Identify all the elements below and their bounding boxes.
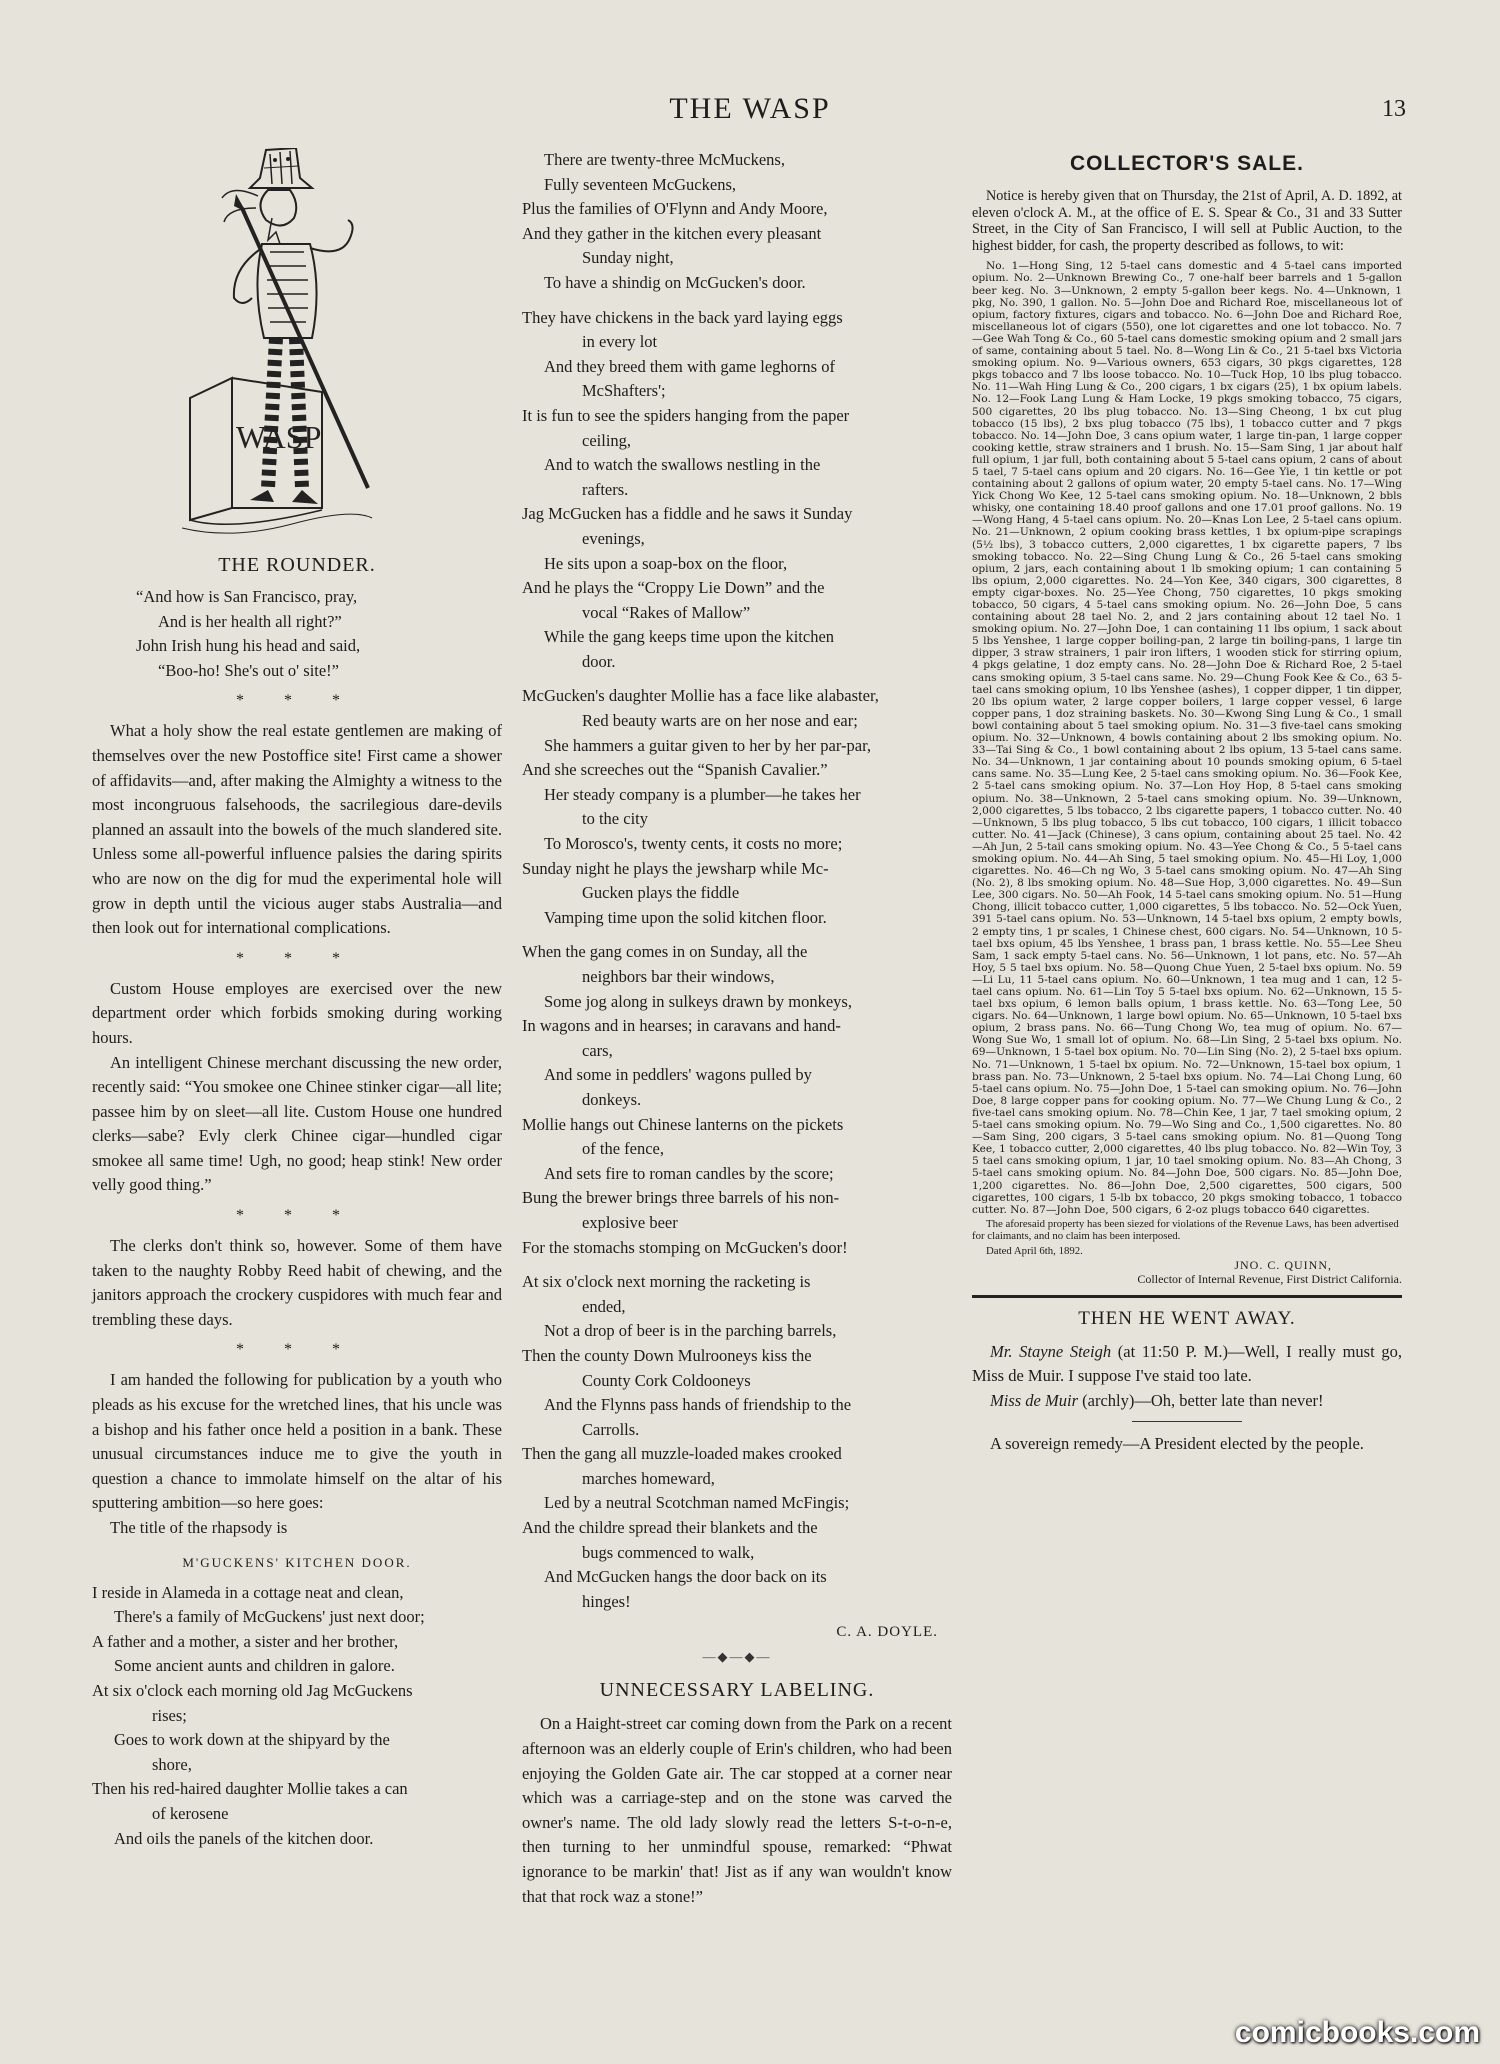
- verse-line: McShafters';: [582, 381, 666, 401]
- column-right: [972, 148, 1402, 1457]
- poem-title: M'GUCKENS' KITCHEN DOOR.: [182, 1554, 412, 1570]
- uncle-sam-wasp-illustration: [172, 148, 412, 548]
- verse-line: Sunday night,: [582, 248, 674, 268]
- poem-stanza: [522, 306, 952, 675]
- verse-line: In wagons and in hearses; in caravans and hand-: [522, 1016, 841, 1036]
- verse-line: And they gather in the kitchen every pleasant: [522, 223, 822, 243]
- verse-line: Then the gang all muzzle-loaded makes crooked: [522, 1444, 842, 1464]
- verse-line: marches homeward,: [582, 1468, 715, 1488]
- verse-line: And to watch the swallows nestling in the: [544, 455, 821, 475]
- verse-line: shore,: [152, 1754, 192, 1774]
- signer-name: JNO. C. QUINN,: [1234, 1257, 1332, 1272]
- watermark-logo: comicbooks.com: [1234, 2016, 1480, 2049]
- verse-line: ceiling,: [582, 430, 632, 450]
- verse-line: A father and a mother, a sister and her brother,: [92, 1631, 399, 1651]
- verse-line: rafters.: [582, 479, 629, 499]
- verse-line: To have a shindig on McGucken's door.: [544, 272, 806, 292]
- poem-signature: C. A. DOYLE.: [836, 1624, 938, 1641]
- labeling-body: [522, 1712, 952, 1909]
- dated-line: Dated April 6th, 1892.: [986, 1244, 1083, 1257]
- verse-line: Her steady company is a plumber—he takes her: [544, 784, 861, 804]
- verse-line: Bung the brewer brings three barrels of his non-: [522, 1188, 840, 1208]
- paragraph: [972, 1389, 1402, 1414]
- sign-text: WASP: [236, 419, 322, 455]
- verse-line: Gucken plays the fiddle: [582, 883, 740, 903]
- verse-line: Jag McGucken has a fiddle and he saws it Sunday: [522, 504, 853, 524]
- masthead-title: THE WASP: [669, 92, 831, 125]
- verse-line: explosive beer: [582, 1212, 678, 1232]
- verse-line: donkeys.: [582, 1089, 642, 1109]
- verse-line: They have chickens in the back yard laying eggs: [522, 307, 843, 327]
- verse-line: “Boo-ho! She's out o' site!”: [158, 660, 340, 680]
- verse-line: And sets fire to roman candles by the score;: [544, 1163, 834, 1183]
- verse-line: And she screeches out the “Spanish Cavalier.”: [522, 760, 828, 780]
- collector-heading: COLLECTOR'S SALE.: [1070, 152, 1304, 175]
- verse-line: Fully seventeen McGuckens,: [544, 174, 736, 194]
- verse-line: “And how is San Francisco, pray,: [136, 587, 358, 606]
- verse-line: Red beauty warts are on her nose and ear;: [582, 711, 858, 731]
- verse-line: And he plays the “Croppy Lie Down” and the: [522, 578, 825, 598]
- paragraph: On a Haight-street car coming down from the Park on a recent afternoon was an elderly couple of Erin's children, who had been enjoying the Golden Gate air. The car stopped at a corner near which was a carriage-step and on the stone was carved the owner's name. The old lady slowly read the letters S-t-o-n-e, then turning to her unmindful spouse, remarked: “Phwat ignorance to be markin' that! Jist as if any wan wouldn't know that that rock waz a stone!”: [522, 1714, 952, 1906]
- closing-statement: The aforesaid property has been siezed for violations of the Revenue Laws, has been advertised for claimants, and no claim has been interposed.: [972, 1217, 1399, 1243]
- section-stars: * * *: [236, 949, 358, 967]
- verse-line: And McGucken hangs the door back on its: [544, 1567, 827, 1587]
- verse-line: For the stomachs stomping on McGucken's door!: [522, 1237, 848, 1257]
- column-middle: [522, 148, 952, 1909]
- verse-line: And some in peddlers' wagons pulled by: [544, 1065, 812, 1085]
- verse-line: Then his red-haired daughter Mollie takes a can: [92, 1779, 408, 1799]
- verse-line: to the city: [582, 809, 648, 829]
- verse-line: It is fun to see the spiders hanging from the paper: [522, 405, 850, 425]
- section-stars: * * *: [236, 1207, 358, 1225]
- verse-line: County Cork Coldooneys: [582, 1370, 751, 1390]
- poem-continued: [522, 148, 952, 1614]
- collector-notice: [972, 188, 1402, 254]
- verse-line: Led by a neutral Scotchman named McFingis;: [544, 1493, 850, 1513]
- masthead: [0, 92, 1500, 132]
- verse-line: At six o'clock each morning old Jag McGuckens: [92, 1680, 413, 1700]
- verse-line: And oils the panels of the kitchen door.: [114, 1828, 374, 1848]
- verse-line: John Irish hung his head and said,: [136, 636, 361, 656]
- verse-line: McGucken's daughter Mollie has a face like alabaster,: [522, 686, 879, 706]
- speaker: Miss de Muir: [990, 1390, 1078, 1410]
- column-left: [92, 148, 502, 1851]
- verse-line: And is her health all right?”: [158, 611, 342, 631]
- poem-stanza: [522, 148, 952, 296]
- section-rule: [972, 1295, 1402, 1298]
- paragraph: The title of the rhapsody is: [110, 1518, 288, 1537]
- verse-line: Some jog along in sulkeys drawn by monkeys,: [544, 991, 852, 1011]
- signer-title: Collector of Internal Revenue, First District California.: [1137, 1271, 1402, 1286]
- verse-line: To Morosco's, twenty cents, it costs no more;: [544, 834, 843, 854]
- paragraph: A sovereign remedy—A President elected by the people.: [990, 1434, 1364, 1454]
- verse-line: rises;: [152, 1705, 187, 1725]
- speaker: Mr. Stayne Steigh: [990, 1341, 1112, 1361]
- verse-line: And the childre spread their blankets and the: [522, 1518, 818, 1538]
- section-stars: * * *: [236, 1341, 358, 1359]
- short-rule: [1132, 1421, 1242, 1422]
- verse-line: door.: [582, 651, 616, 671]
- paragraph: An intelligent Chinese merchant discussing the new order, recently said: “You smokee one Chinee stinker cigar—all lite; passee him by on sleet—all lite. Custom House one hundred clerks—sabe? Evly clerk Chinee cigar—hundled cigar smokee all same time! Ugh, no good; heap stink! New order velly good thing.”: [92, 1052, 502, 1195]
- verse-line: Vamping time upon the solid kitchen floor.: [544, 907, 827, 927]
- ornament-divider: —◆—◆—: [702, 1649, 772, 1665]
- verse-line: There's a family of McGuckens' just next door;: [114, 1607, 425, 1627]
- verse-line: vocal “Rakes of Mallow”: [582, 602, 751, 622]
- rounder-body: [92, 719, 502, 1540]
- verse-line: And they breed them with game leghorns of: [544, 356, 835, 376]
- verse-line: He sits upon a soap-box on the floor,: [544, 553, 788, 573]
- verse-line: She hammers a guitar given to her by her par-par,: [544, 735, 872, 755]
- poem-stanza: [522, 1270, 952, 1614]
- verse-line: I reside in Alameda in a cottage neat and clean,: [92, 1582, 404, 1602]
- labeling-heading: UNNECESSARY LABELING.: [599, 1679, 875, 1702]
- went-away-heading: THEN HE WENT AWAY.: [1078, 1307, 1296, 1329]
- verse-line: Mollie hangs out Chinese lanterns on the pickets: [522, 1114, 844, 1134]
- verse-line: bugs commenced to walk,: [582, 1542, 755, 1562]
- verse-line: Plus the families of O'Flynn and Andy Moore,: [522, 199, 828, 219]
- rounder-intro-verse: [92, 585, 502, 683]
- lot-list: No. 1—Hong Sing, 12 5-tael cans domestic and 4 5-tael cans imported opium. No. 2—Unknown Brewing Co., 7 one-half beer barrels and 1 5-gallon beer keg. No. 3—Unknown, 2 empty 5-gallon beer kegs. No. 4—Unknown, 1 pkg, No. 390, 1 gallon. No. 5—John Doe and Richard Roe, miscellaneous lot of opium, factory fixtures, cigars and tobacco. No. 6—John Doe and Richard Roe, miscellaneous lot of cigars (550), one lot cigarettes and one lot tobacco. No. 7—Gee Wah Tong & Co., 60 5-tael cans domestic smoking opium and 2 small jars of same, containing about 5 tael. No. 8—Wong Lin & Co., 21 5-tael bxs Victoria smoking opium. No. 9—Various owners, 653 cigars, 30 pkgs cigarettes, 128 pkgs tobacco and 7 lbs loose tobacco. No. 10—Tuck Hop, 10 lbs plug tobacco. No. 11—Wah Hing Lung & Co., 200 cigars, 1 bx cigars (25), 1 bx opium labels. No. 12—Fook Lang Lung & Ham Locke, 19 pkgs smoking tobacco, 75 cigars, 500 cigarettes, 20 lbs plug tobacco. No. 13—Sing Cheong, 1 bx cut plug tobacco (15 lbs), 2 bxs plug tobacco (75 lbs), 1 tobacco cutter and 7 pkgs tobacco. No. 14—John Doe, 3 cans opium water, 1 large tin-pan, 1 large copper cooking kettle, straw strainers and 1 brush. No. 15—Sam Sing, 1 jar about half full opium, 1 jar full, both containing about 5 5-tael cans opium, 2 cans of about 5 tael, 7 5-tael cans opium and 20 cigars. No. 16—Gee Yie, 1 tin kettle or pot containing about 2 gallons of opium water, 20 empty 5-tael cans. No. 17—Wing Yick Chong Wo Kee, 12 5-tael cans smoking opium. No. 18—Unknown, 2 bbls whisky, one containing 18.40 proof gallons and one 17.01 proof gallons. No. 19—Wong Hang, 4 5-tael cans opium. No. 20—Knas Lon Lee, 2 5-tael cans opium. No. 21—Unknown, 2 opium cooking brass kettles, 1 bx opium-pipe scrapings (5½ lbs), 3 tobacco cutters, 2,000 cigarettes, 1 bx cigarette papers, 7 lbs smoking tobacco. No. 22—Sing Chung Lung & Co., 26 5-tael cans smoking opium, 2 jars, each containing about 1 lb smoking opium; 1 can containing 5 lbs opium, 2,000 cigarettes. No. 24—Yon Kee, 340 cigars, 300 cigarettes, 8 empty cigar-boxes. No. 25—Yee Chong, 750 cigarettes, 10 pkgs smoking tobacco, 50 cigars, 4 5-tael cans smoking opium. No. 26—John Doe, 5 cans containing about 28 tael No. 2, and 2 jars containing about 12 tael No. 1 smoking opium. No. 27—John Doe, 1 can containing 11 lbs opium, 1 sack about 5 lbs Yenshee, 1 large copper boiling-pan, 2 large tin boiling-pans, 1 large tin dipper, 3 straw strainers, 1 pair iron lifters, 1 wooden stick for stirring opium, 4 pkgs gelatine, 1 doz empty cans. No. 28—John Doe & Richard Roe, 2 5-tael cans smoking opium, 3 5-tael cans same. No. 29—Chung Fook Kee & Co., 63 5-tael cans smoking opium, 10 lbs Yenshee (ashes), 1 copper dipper, 1 tin dipper, 20 lbs opium water, 2 large copper boilers, 1 large copper vessel, 6 large copper pans, 1 doz straining baskets. No. 30—Kwong Sing Lung & Co., 1 small bowl containing about 5 tael smoking opium. No. 31—3 five-tael cans smoking opium. No. 32—Unknown, 4 bowls containing about 2 lbs smoking opium. No. 33—Tai Sing & Co., 1 bowl containing about 2 lbs opium, 13 5-tael cans same. No. 34—Unknown, 1 jar containing about 10 pounds smoking opium, 6 5-tael cans same. No. 35—Lung Kee, 2 5-tael cans smoking opium. No. 36—Fook Kee, 2 5-tael cans smoking opium. No. 37—Lon Hoy Hop, 8 5-tael cans smoking opium. No. 38—Unknown, 2 5-tael cans smoking opium. No. 39—Unknown, 2,000 cigarettes, 5 lbs tobacco, 2 lbs cigarette papers, 1 tobacco cutter. No. 40—Unknown, 5 lbs plug tobacco, 5 lbs cut tobacco, 100 cigars, 1 illicit tobacco cutter. No. 41—Jack (Chinese), 3 cans opium, containing about 25 tael. No. 42—Ah Jun, 2 5-tail cans smoking opium. No. 43—Yee Chong & Co., 5 5-tael cans smoking opium. No. 44—Ah Sing, 5 tael smoking opium. No. 45—Hi Loy, 1,000 cigarettes. No. 46—Ch ng Wo, 3 5-tael cans smoking opium. No. 47—Ah Sing (No. 2), 8 lbs smoking opium. No. 48—Sue Hop, 3,000 cigarettes. No. 49—Sun Lee, 300 cigars. No. 50—Ah Fook, 14 5-tael cans smoking opium. No. 51—Hung Chong, illicit tobacco cutter, 1,000 cigarettes, 5 lbs tobacco. No. 52—Ock Yuen, 391 5-tael cans opium. No. 53—Unknown, 14 5-tael bxs opium, 2 empty bowls, 2 empty tins, 1 pr scales, 1 Chinese chest, 600 cigars. No. 54—Unknown, 10 5-tael bxs opium, 45 lbs Yenshee, 1 brass pan, 1 brass kettle. No. 55—Lee Sheu Sam, 1 sack empty 5-tael cans. No. 56—Unknown, 1 lot pans, etc. No. 57—Ah Hoy, 5 5 tael bxs opium. No. 58—Quong Chue Yuen, 2 5-tael bxs opium. No. 59—Li Lu, 11 5-tael cans opium. No. 60—Unknown, 1 tea mug and 1 can, 12 5-tael cans opium. No. 61—Lin Toy 5 5-tael bxs opium. No. 62—Unknown, 15 5-tael bxs opium, 6 lemon balls opium, 1 brass kettle. No. 63—Tong Lee, 50 cigars. No. 64—Unknown, 1 large bowl opium. No. 65—Unknown, 10 5-tael bxs opium, 2 brass pans. No. 66—Tung Chong Wo, tea mug of opium. No. 67—Wong Sue Wo, 1 small lot of opium. No. 68—Lin Sing, 2 5-tael bxs opium. No. 69—Unknown, 1 5-tael box opium. No. 70—Lin Sing (No. 2), 2 5-tael bxs opium. No. 71—Unknown, 1 5-tael bx opium. No. 72—Unknown, 15-tael box opium, 1 brass pan. No. 73—Unknown, 2 5-tael bxs opium. No. 74—Lai Chong Lung, 60 5-tael cans opium. No. 75—John Doe, 1 5-tael can smoking opium. No. 76—John Doe, 8 large copper pans for cooking opium. No. 77—We Chung Lung & Co., 2 five-tael cans smoking opium. No. 78—Chin Kee, 1 jar, 7 tael smoking opium, 2 5-tael cans smoking opium. No. 79—Wo Sing and Co., 1,500 cigarettes. No. 80—Sam Sing, 200 cigars, 3 5-tael cans smoking opium. No. 81—Quong Tong Kee, 1 tobacco cutter, 2,000 cigarettes, 40 lbs plug tobacco. No. 82—Win Toy, 3 5 tael cans smoking opium, 1 jar, 10 tael smoking opium. No. 83—Ah Chong, 3 5-tael cans smoking opium. No. 84—John Doe, 500 cigars. No. 85—John Doe, 1,200 cigarettes. No. 86—John Doe, 2,500 cigarettes, 500 cigars, 500 cigarettes, 100 cigars, 1 5-lb bx tobacco, 20 pkgs smoking tobacco, 1 tobacco cutter. No. 87—John Doe, 500 cigars, 6 2-oz plugs tobacco 640 cigarettes.: [972, 260, 1402, 1216]
- poem-stanza: [522, 684, 952, 930]
- dialogue: (archly)—Oh, better late than never!: [1082, 1390, 1324, 1410]
- verse-line: Carrolls.: [582, 1419, 640, 1439]
- verse-line: Then the county Down Mulrooneys kiss the: [522, 1345, 812, 1365]
- verse-line: Goes to work down at the shipyard by the: [114, 1730, 390, 1750]
- verse-line: At six o'clock next morning the racketing is: [522, 1272, 811, 1292]
- poem-stanza: [522, 940, 952, 1260]
- verse-line: in every lot: [582, 332, 658, 352]
- verse-line: ended,: [582, 1296, 626, 1316]
- verse-line: Some ancient aunts and children in galore.: [114, 1656, 395, 1676]
- verse-line: Not a drop of beer is in the parching barrels,: [544, 1321, 837, 1341]
- paragraph: [972, 1340, 1402, 1389]
- verse-line: Sunday night he plays the jewsharp while Mc-: [522, 858, 829, 878]
- verse-line: of kerosene: [152, 1803, 229, 1823]
- paragraph: The clerks don't think so, however. Some of them have taken to the naughty Robby Reed habit of chewing, and the janitors approach the crockery cuspidores with much fear and trembling these days.: [92, 1236, 502, 1329]
- paragraph: Notice is hereby given that on Thursday, the 21st of April, A. D. 1892, at eleven o'clock A. M., at the office of E. S. Spear & Co., 31 and 33 Sutter Street, in the City of San Francisco, I will sell at Public Auction, to the highest bidder, for cash, the property described as follows, to wit:: [972, 188, 1402, 254]
- section-stars: * * *: [236, 692, 358, 710]
- wasp-figure-drawing: [172, 148, 412, 548]
- poem-opening-stanza: [92, 1581, 502, 1852]
- paragraph: What a holy show the real estate gentlemen are making of themselves over the new Postoffice site! First came a shower of affidavits—and, after making the Almighty a witness to the most incongruous falsehoods, the sacrilegious dare-devils planned an assault into the bowels of the much slandered site. Unless some all-powerful influence palsies the daring spirits who are now on the dig for mud the experimental hole will grow in depth until the vicious auger stabs Australia—and then look out for international complications.: [92, 721, 502, 938]
- went-away-body: [972, 1340, 1402, 1457]
- verse-line: of the fence,: [582, 1139, 664, 1159]
- verse-line: hinges!: [582, 1591, 631, 1611]
- verse-line: evenings,: [582, 528, 645, 548]
- verse-line: There are twenty-three McMuckens,: [544, 150, 785, 169]
- verse-line: cars,: [582, 1040, 613, 1060]
- rounder-heading: THE ROUNDER.: [218, 554, 376, 576]
- paragraph: I am handed the following for publication by a youth who pleads as his excuse for the wretched lines, that his uncle was a bishop and his father once held a position in a bank. These unusual circumstances induce me to give the youth in question a chance to immolate himself on the altar of his sputtering ambition—so here goes:: [92, 1370, 502, 1513]
- dialogue: (at 11:50 P. M.)—Well, I really must go, Miss de Muir. I suppose I've staid too late.: [972, 1341, 1402, 1386]
- verse-line: When the gang comes in on Sunday, all the: [522, 942, 808, 962]
- paragraph: Custom House employes are exercised over the new department order which forbids smoking during working hours.: [92, 978, 502, 1047]
- verse-line: neighbors bar their windows,: [582, 967, 775, 986]
- verse-line: While the gang keeps time upon the kitchen: [544, 627, 835, 647]
- page-number: 13: [1382, 96, 1406, 122]
- verse-line: And the Flynns pass hands of friendship to the: [544, 1395, 852, 1415]
